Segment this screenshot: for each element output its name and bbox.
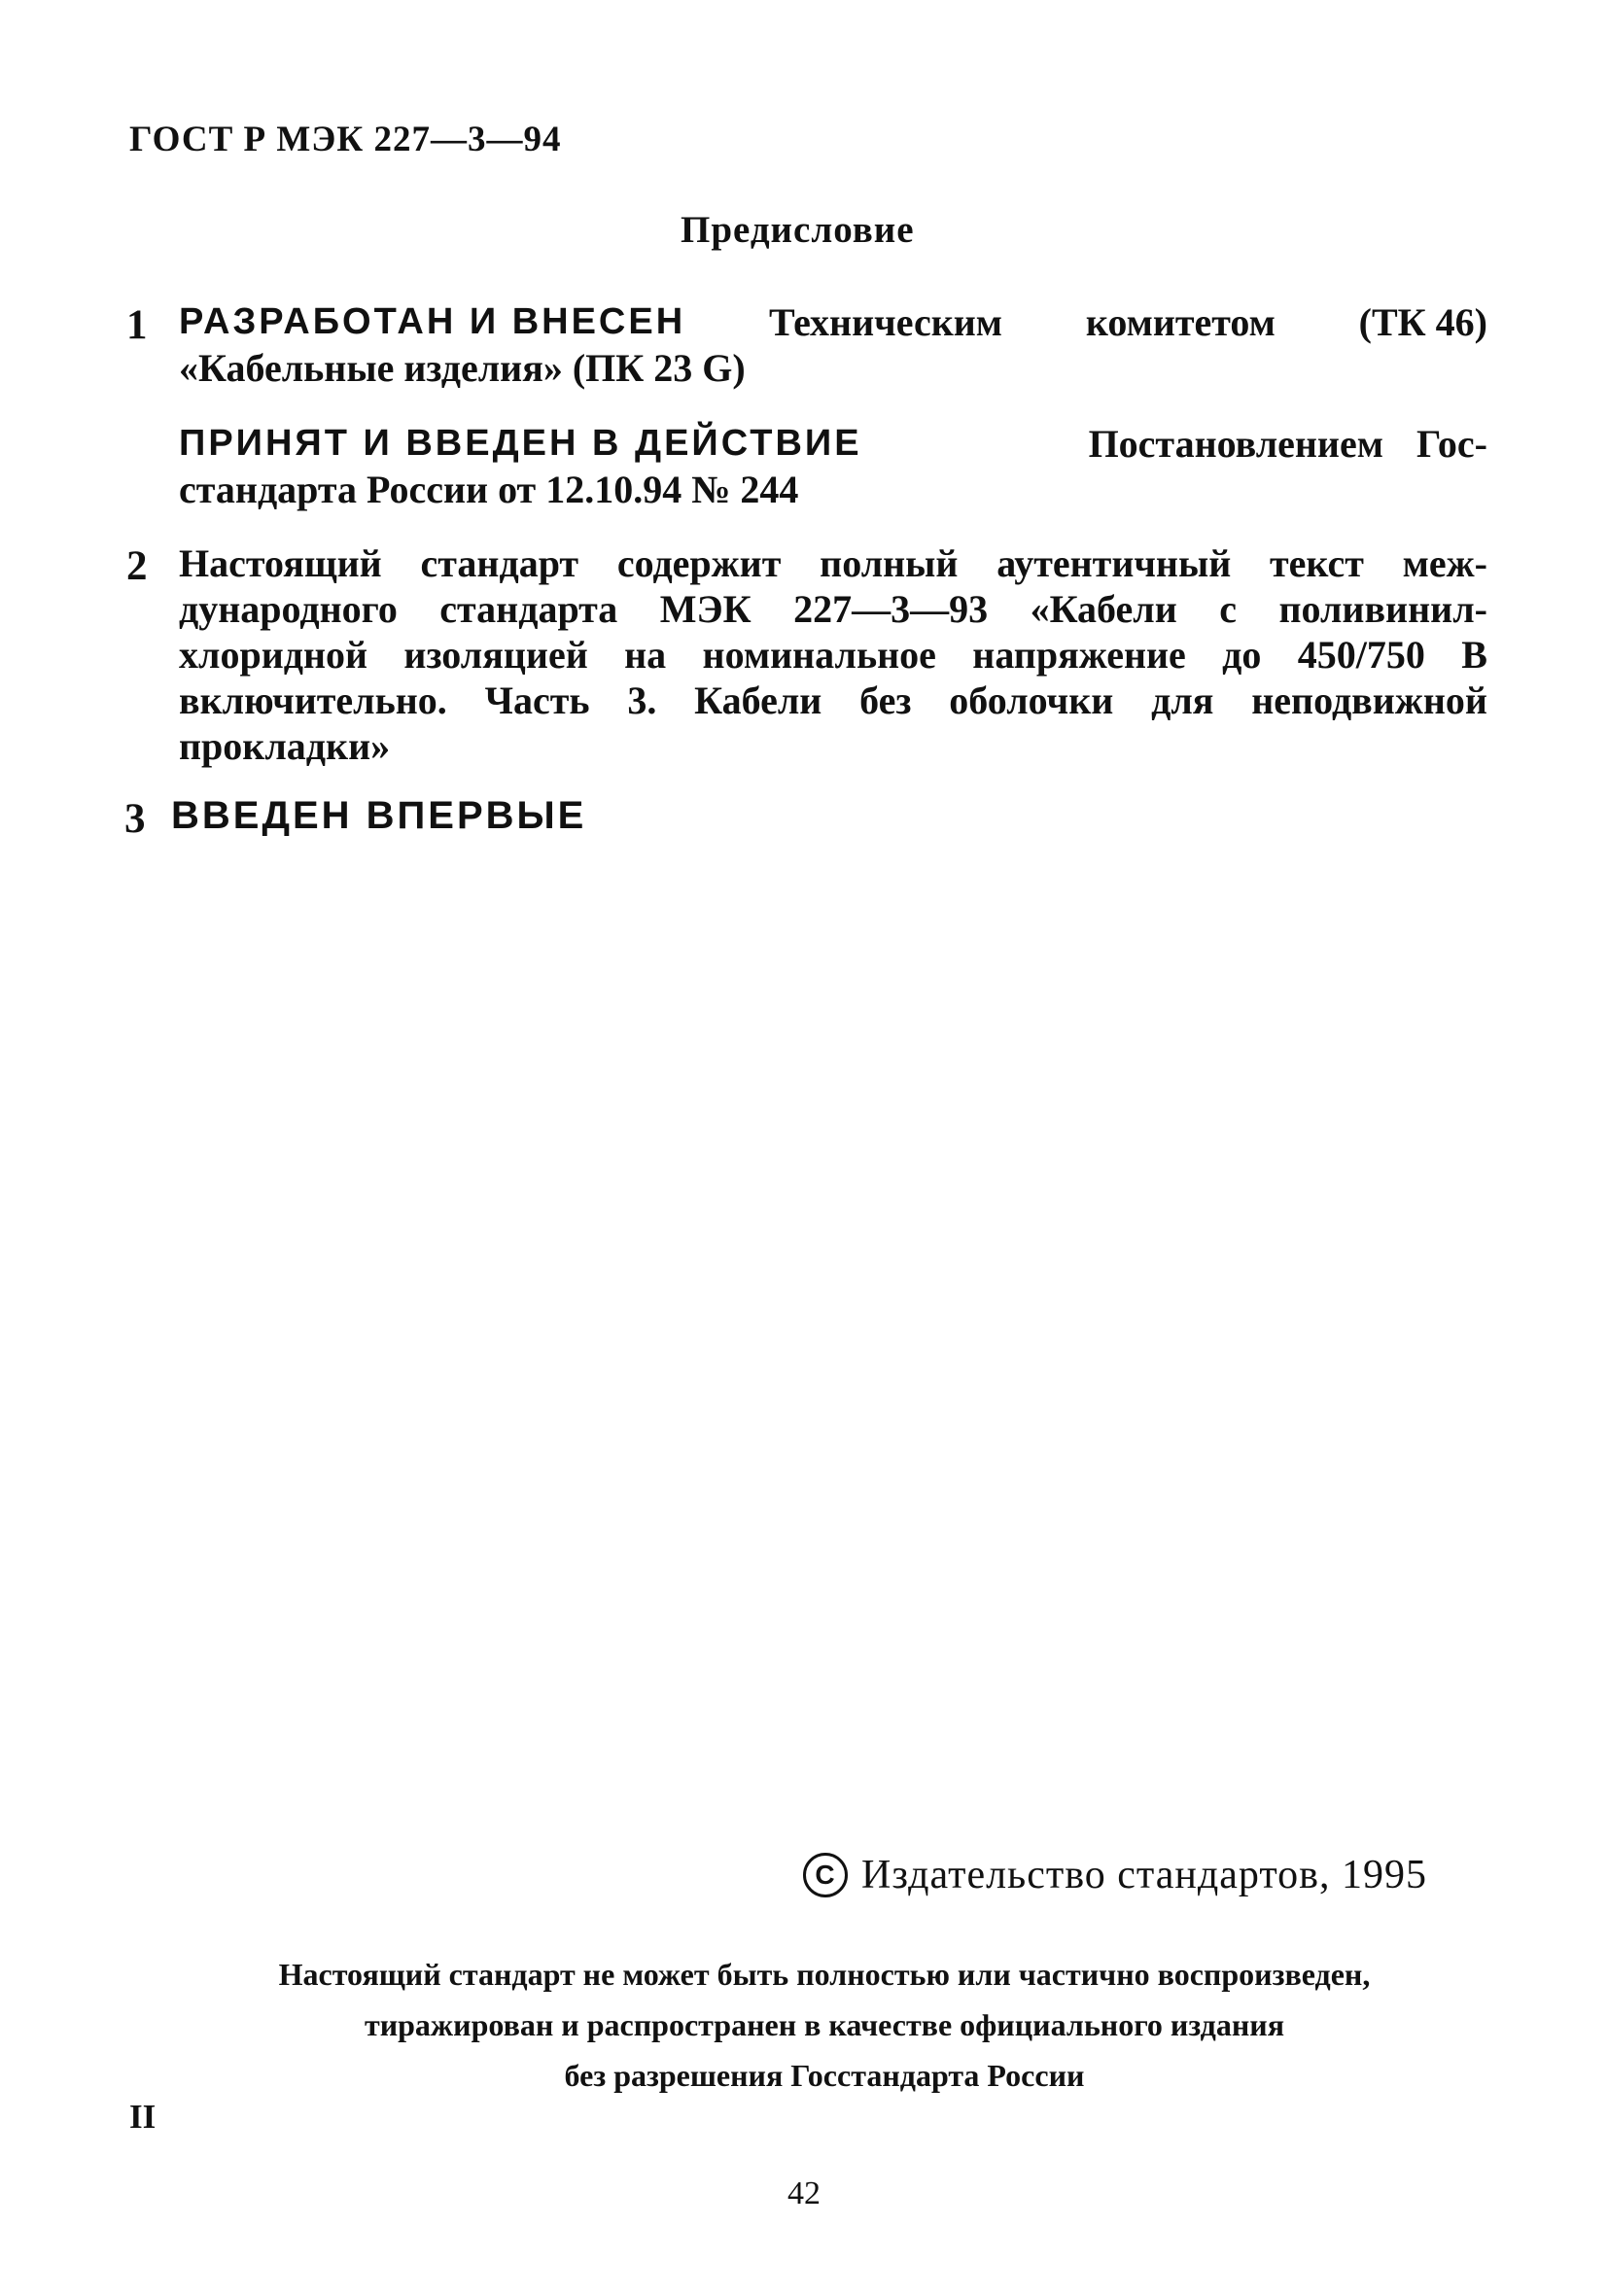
- word: полный: [820, 541, 959, 585]
- word: 450/750: [1297, 633, 1425, 677]
- word: неподвижной: [1251, 678, 1487, 722]
- word: изоляцией: [403, 633, 588, 677]
- item-1-word: Техническим: [768, 300, 1003, 344]
- word: текст: [1270, 541, 1364, 585]
- preface-title: Предисловие: [681, 209, 915, 251]
- copyright-line: [803, 1852, 1427, 1898]
- word: 227—3—93: [793, 587, 989, 631]
- item-1-heading: РАЗРАБОТАН И ВНЕСЕН: [179, 301, 686, 342]
- word: В: [1461, 633, 1487, 677]
- word: меж-: [1402, 541, 1487, 585]
- item-1-paragraph: [179, 299, 1487, 391]
- notice-line: без разрешения Госстандарта России: [564, 2058, 1085, 2093]
- item-number-1: 1: [126, 302, 148, 348]
- item-2-line: прокладки»: [179, 724, 391, 768]
- item-2-paragraph: [179, 540, 1487, 769]
- notice-line: Настоящий стандарт не может быть полностью или частично воспроизведен,: [278, 1957, 1371, 1992]
- reproduction-notice: [165, 1949, 1484, 2101]
- word: без: [859, 678, 912, 722]
- word: стандарт: [420, 541, 579, 585]
- word: аутентичный: [996, 541, 1232, 585]
- item-1-sub-word: Гос-: [1416, 422, 1487, 466]
- word: МЭК: [659, 587, 752, 631]
- word: для: [1151, 678, 1214, 722]
- document-code: ГОСТ Р МЭК 227—3—94: [129, 120, 562, 159]
- item-3-paragraph: [171, 793, 1480, 839]
- word: содержит: [616, 541, 782, 585]
- word: номинальное: [702, 633, 936, 677]
- word: Часть: [484, 678, 590, 722]
- roman-page-number: II: [129, 2098, 157, 2136]
- item-1-line-1: [179, 299, 1487, 345]
- word: 3.: [627, 678, 657, 722]
- word: включительно.: [179, 678, 447, 722]
- word: дународного: [179, 587, 398, 631]
- item-1-sub-heading: ПРИНЯТ И ВВЕДЕН В ДЕЙСТВИЕ: [179, 423, 862, 464]
- word: с: [1219, 587, 1237, 631]
- notice-line: тиражирован и распространен в качестве официального издания: [364, 2007, 1285, 2042]
- item-1-sub-paragraph: [179, 421, 1487, 512]
- word: хлоридной: [179, 633, 368, 677]
- word: Кабели: [694, 678, 822, 722]
- word: Настоящий: [179, 541, 382, 585]
- item-2-line: [179, 586, 1487, 632]
- word: оболочки: [949, 678, 1114, 722]
- item-number-3: 3: [124, 796, 146, 842]
- item-1-word: комитетом: [1085, 300, 1276, 344]
- word: «Кабели: [1030, 587, 1177, 631]
- page-number: 42: [787, 2175, 821, 2211]
- copyright-icon: C: [803, 1853, 848, 1897]
- item-2-line: [179, 678, 1487, 723]
- word: до: [1222, 633, 1262, 677]
- item-3-heading: ВВЕДЕН ВПЕРВЫЕ: [171, 794, 587, 837]
- item-1-sub-line-2: стандарта России от 12.10.94 № 244: [179, 468, 799, 511]
- item-1-line-2: «Кабельные изделия» (ПК 23 G): [179, 346, 746, 390]
- item-2-line: [179, 540, 1487, 586]
- item-2-line: [179, 632, 1487, 678]
- copyright-text: Издательство стандартов, 1995: [861, 1853, 1427, 1897]
- word: на: [624, 633, 667, 677]
- word: стандарта: [439, 587, 618, 631]
- item-1-word: (ТК 46): [1358, 300, 1487, 344]
- word: напряжение: [972, 633, 1186, 677]
- item-number-2: 2: [126, 543, 148, 589]
- word: поливинил-: [1278, 587, 1487, 631]
- item-1-sub-word: Постановлением: [1088, 422, 1383, 466]
- item-1-sub-line-1: [179, 421, 1487, 467]
